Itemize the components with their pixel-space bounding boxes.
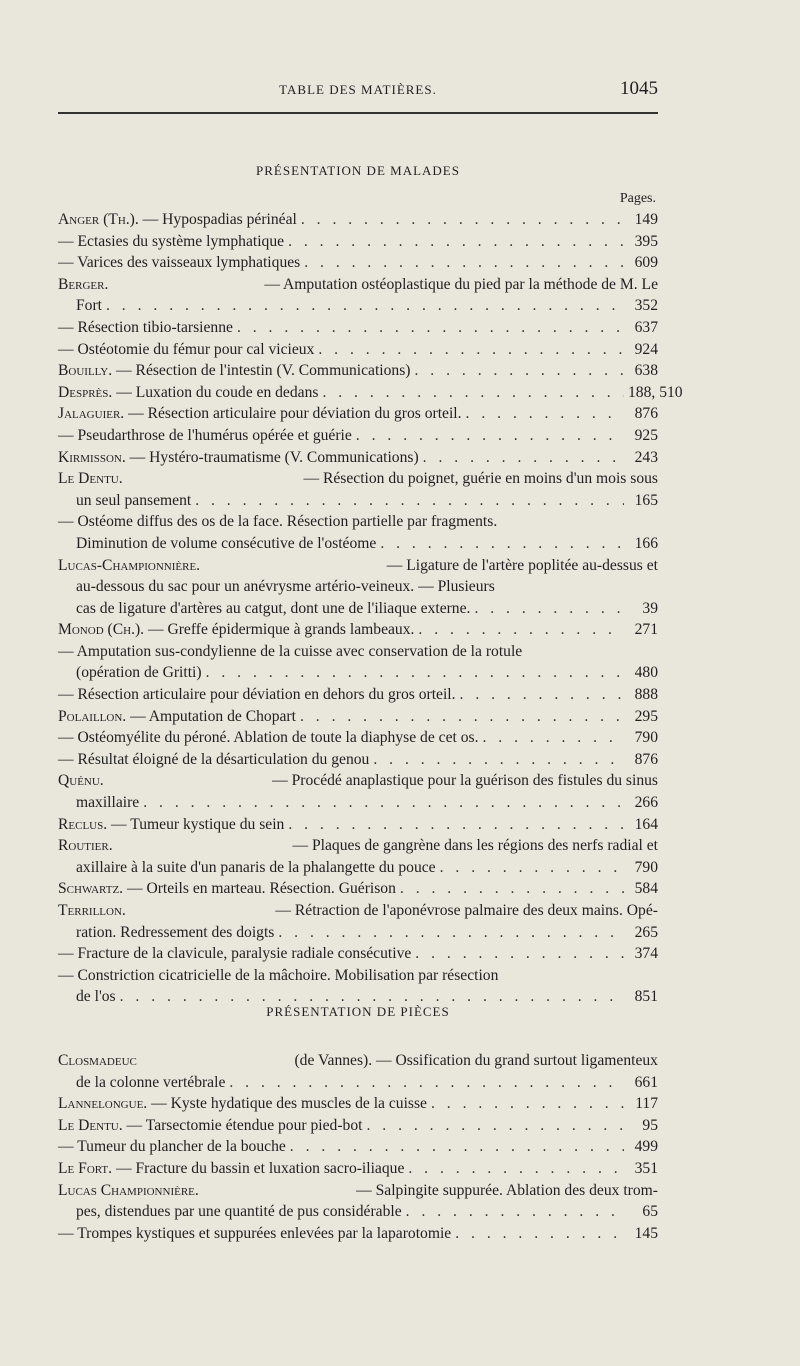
page-ref: 499 — [634, 1138, 658, 1156]
entry-text: pes, distendues par une quantité de pus considérable — [76, 1203, 402, 1221]
page-ref: 145 — [634, 1224, 658, 1242]
dot-leader — [466, 403, 624, 425]
author-name: Le Dentu. — [58, 470, 123, 488]
entry-text: — Plaques de gangrène dans les régions des nerfs radial et — [292, 837, 658, 855]
author-name: Monod (Ch.). — [58, 621, 145, 639]
dot-leader — [304, 252, 624, 274]
page-ref: 271 — [634, 621, 658, 639]
entry-line — [58, 1115, 658, 1137]
toc-entry — [58, 1115, 658, 1137]
entry-text: — Trompes kystiques et suppurées enlevées par la laparotomie — [58, 1224, 452, 1242]
entry-line — [58, 295, 658, 317]
header-rule — [58, 112, 658, 114]
toc-entry — [58, 1136, 658, 1158]
toc-entry — [58, 770, 658, 813]
entry-line — [58, 814, 658, 836]
entry-text: (opération de Gritti) — [76, 664, 202, 682]
dot-leader — [237, 317, 624, 339]
author-name: Le Fort. — [58, 1159, 113, 1177]
entry-text: — Fracture du bassin et luxation sacro-iliaque — [115, 1159, 405, 1177]
dot-leader — [206, 662, 624, 684]
dot-leader — [318, 339, 624, 361]
toc-entry — [58, 814, 658, 836]
page-ref: 584 — [634, 880, 658, 898]
entry-line — [58, 619, 658, 641]
toc-entry — [58, 317, 658, 339]
toc-entry — [58, 403, 658, 425]
entry-text: — Résection articulaire pour déviation en dehors du gros orteil. — [58, 686, 456, 704]
toc-entry — [58, 706, 658, 728]
entry-line — [58, 835, 658, 857]
toc-entry — [58, 339, 658, 361]
page-ref: 39 — [642, 599, 658, 617]
entry-line — [58, 490, 658, 512]
page-number: 1045 — [620, 78, 658, 99]
dot-leader — [400, 878, 624, 900]
dot-leader — [106, 295, 624, 317]
page-ref: 851 — [634, 988, 658, 1006]
author-name: Quénu. — [58, 772, 104, 790]
toc-entry — [58, 468, 658, 511]
entry-text: — Varices des vaisseaux lymphatiques — [58, 254, 301, 272]
toc-entry — [58, 382, 683, 404]
entry-line — [58, 1072, 658, 1094]
entry-line — [58, 511, 658, 533]
entry-line — [58, 533, 658, 555]
author-name: Anger (Th.). — [58, 211, 139, 228]
page-ref: 661 — [634, 1073, 658, 1091]
entry-line — [58, 382, 683, 404]
entry-line — [58, 447, 658, 469]
author-name: Le Dentu. — [58, 1116, 123, 1134]
entry-text: de l'os — [76, 988, 116, 1006]
dot-leader — [474, 598, 624, 620]
entry-line — [58, 317, 658, 339]
page-ref: 925 — [634, 426, 658, 444]
entry-line — [58, 641, 658, 663]
toc-entry — [58, 447, 658, 469]
page-ref: 888 — [634, 686, 658, 704]
page-ref: 243 — [634, 448, 658, 466]
entry-line — [58, 706, 658, 728]
author-name: Terrillon. — [58, 902, 126, 919]
entry-line — [58, 576, 658, 598]
entry-list — [58, 209, 683, 1008]
entry-text: — Résection articulaire pour déviation du gros orteil. — [128, 405, 462, 423]
page-ref: 790 — [634, 858, 658, 876]
entry-line — [58, 231, 658, 253]
dot-leader — [288, 814, 624, 836]
entry-text: — Résection du poignet, guérie en moins d'un mois sous — [303, 470, 658, 488]
dot-leader — [366, 1115, 624, 1137]
section-title: PRÉSENTATION DE MALADES — [256, 163, 460, 178]
entry-text: — Salpingite suppurée. Ablation des deux trom- — [356, 1181, 658, 1199]
dot-leader — [408, 1158, 624, 1180]
entry-text: — Tarsectomie étendue pour pied-bot — [126, 1116, 363, 1134]
page-ref: 351 — [634, 1159, 658, 1177]
entry-line — [58, 857, 658, 879]
entry-line — [58, 1136, 658, 1158]
dot-leader — [143, 792, 624, 814]
dot-leader — [415, 360, 625, 382]
entry-text: — Résection tibio-tarsienne — [58, 318, 233, 336]
entry-text: — Tumeur kystique du sein — [111, 815, 285, 833]
entry-text: — Amputation sus-condylienne de la cuisse avec conservation de la rotule — [58, 642, 523, 660]
page-ref: 609 — [634, 254, 658, 272]
dot-leader — [278, 922, 624, 944]
author-name: Kirmisson. — [58, 448, 126, 466]
entry-text: — Ligature de l'artère poplitée au-dessus et — [386, 556, 658, 574]
entry-text: — Orteils en marteau. Résection. Guérison — [126, 880, 396, 898]
entry-line — [58, 360, 658, 382]
entry-text: — Luxation du coude en dedans — [116, 383, 319, 401]
dot-leader — [380, 533, 624, 555]
toc-entry — [58, 1223, 658, 1245]
page-ref: 374 — [634, 945, 658, 963]
toc-entry — [58, 425, 658, 447]
entry-text: Fort — [76, 297, 102, 315]
toc-entry — [58, 900, 658, 943]
entry-line — [58, 943, 658, 965]
author-name: Closmadeuc — [58, 1052, 137, 1069]
page-ref: 480 — [634, 664, 658, 682]
toc-entry — [58, 619, 658, 641]
entry-text: — Ostéomyélite du péroné. Ablation de toute la diaphyse de cet os. — [58, 729, 479, 747]
entry-text: (de Vannes). — Ossification du grand surtout ligamenteux — [294, 1052, 658, 1069]
entry-list — [58, 1050, 658, 1244]
entry-line — [58, 468, 658, 490]
page-ref: 95 — [642, 1116, 658, 1134]
author-name: Lucas Championnière. — [58, 1181, 199, 1199]
entry-line — [58, 252, 658, 274]
toc-entry — [58, 555, 658, 620]
entry-line — [58, 1158, 658, 1180]
entry-line — [58, 425, 658, 447]
toc-entry — [58, 1158, 658, 1180]
page-ref: 637 — [634, 318, 658, 336]
author-name: Reclus. — [58, 815, 108, 833]
section-presentation-pieces — [58, 1004, 658, 1244]
dot-leader — [440, 857, 624, 879]
entry-text: — Ectasies du système lymphatique — [58, 232, 285, 250]
entry-text: Diminution de volume consécutive de l'ostéome — [76, 534, 377, 552]
toc-entry — [58, 252, 658, 274]
dot-leader — [290, 1136, 624, 1158]
entry-text: — Hypospadias périnéal — [142, 211, 297, 228]
entry-line — [58, 274, 658, 296]
entry-text: — Résection de l'intestin (V. Communications) — [116, 362, 411, 380]
page-ref: 117 — [635, 1095, 658, 1113]
entry-text: — Tumeur du plancher de la bouche — [58, 1138, 286, 1156]
page-ref: 164 — [634, 815, 658, 833]
dot-leader — [406, 1201, 624, 1223]
dot-leader — [418, 619, 624, 641]
dot-leader — [322, 382, 624, 404]
entry-text: — Rétraction de l'aponévrose palmaire des deux mains. Opé- — [275, 902, 658, 919]
running-title: TABLE DES MATIÈRES. — [279, 82, 437, 97]
page-ref: 352 — [634, 297, 658, 315]
dot-leader — [229, 1072, 624, 1094]
section-title: PRÉSENTATION DE PIÈCES — [266, 1004, 450, 1019]
entry-text: au-dessous du sac pour un anévrysme artério-veineux. — Plusieurs — [76, 578, 495, 596]
page-ref: 165 — [634, 491, 658, 509]
page-ref: 790 — [634, 729, 658, 747]
page-ref: 149 — [634, 211, 658, 228]
toc-entry — [58, 641, 658, 684]
author-name: Jalaguier. — [58, 405, 125, 423]
section-presentation-malades — [58, 163, 683, 1008]
dot-leader — [373, 749, 624, 771]
toc-entry — [58, 360, 658, 382]
entry-text: — Greffe épidermique à grands lambeaux. — [147, 621, 415, 639]
dot-leader — [301, 209, 624, 231]
page-ref: 188, 510 — [628, 383, 683, 401]
entry-line — [58, 727, 658, 749]
entry-line — [58, 403, 658, 425]
dot-leader — [423, 447, 624, 469]
entry-line — [58, 662, 658, 684]
dot-leader — [356, 425, 624, 447]
entry-text: cas de ligature d'artères au catgut, dont une de l'iliaque externe. — [76, 599, 471, 617]
page-ref: 166 — [634, 534, 658, 552]
entry-text: un seul pansement — [76, 491, 192, 509]
toc-entry — [58, 1050, 658, 1093]
entry-line — [58, 555, 658, 577]
entry-line — [58, 598, 658, 620]
author-name: Desprès. — [58, 383, 113, 401]
author-name: Routier. — [58, 837, 113, 855]
page-ref: 395 — [634, 232, 658, 250]
entry-line — [58, 792, 658, 814]
entry-line — [58, 900, 658, 922]
dot-leader — [483, 727, 625, 749]
author-name: Bouilly. — [58, 362, 113, 380]
entry-text: — Amputation ostéoplastique du pied par la méthode de M. Le — [264, 275, 658, 293]
toc-entry — [58, 274, 658, 317]
page-ref: 876 — [634, 750, 658, 768]
entry-line — [58, 1180, 658, 1202]
entry-line — [58, 684, 658, 706]
dot-leader — [195, 490, 624, 512]
entry-text: — Constriction cicatricielle de la mâchoire. Mobilisation par résection — [58, 966, 499, 984]
entry-text: ration. Redressement des doigts — [76, 923, 275, 941]
toc-entry — [58, 231, 658, 253]
author-name: Lucas-Championnière. — [58, 556, 201, 574]
toc-entry — [58, 727, 658, 749]
toc-entry — [58, 749, 658, 771]
page-ref: 265 — [634, 923, 658, 941]
entry-text: axillaire à la suite d'un panaris de la phalangette du pouce — [76, 858, 436, 876]
toc-entry — [58, 1093, 658, 1115]
dot-leader — [300, 706, 624, 728]
author-name: Berger. — [58, 275, 109, 293]
entry-line — [58, 1093, 658, 1115]
page-ref: 638 — [634, 362, 658, 380]
entry-text: — Résultat éloigné de la désarticulation du genou — [58, 750, 370, 768]
entry-text: de la colonne vertébrale — [76, 1073, 226, 1091]
entry-text: maxillaire — [76, 794, 140, 812]
toc-entry — [58, 878, 658, 900]
author-name: Lannelongue. — [58, 1095, 148, 1113]
dot-leader — [288, 231, 624, 253]
entry-text: — Ostéome diffus des os de la face. Résection partielle par fragments. — [58, 513, 498, 531]
entry-line — [58, 209, 658, 231]
entry-text: — Ostéotomie du fémur pour cal vicieux — [58, 340, 315, 358]
running-header — [58, 78, 658, 100]
toc-entry — [58, 1180, 658, 1223]
entry-line — [58, 922, 658, 944]
entry-line — [58, 965, 658, 987]
dot-leader — [460, 684, 624, 706]
toc-entry — [58, 835, 658, 878]
entry-text: — Fracture de la clavicule, paralysie radiale consécutive — [58, 945, 412, 963]
entry-text: — Procédé anaplastique pour la guérison des fistules du sinus — [272, 772, 658, 790]
toc-entry — [58, 965, 658, 1008]
entry-line — [58, 339, 658, 361]
page-ref: 295 — [634, 707, 658, 725]
page-ref: 876 — [634, 405, 658, 423]
page-ref: 65 — [642, 1203, 658, 1221]
entry-line — [58, 1201, 658, 1223]
dot-leader — [431, 1093, 624, 1115]
entry-text: — Hystéro-traumatisme (V. Communications) — [129, 448, 419, 466]
toc-entry — [58, 511, 658, 554]
toc-entry — [58, 943, 658, 965]
entry-line — [58, 1050, 658, 1072]
toc-entry — [58, 684, 658, 706]
page-ref: 924 — [634, 340, 658, 358]
page-ref: 266 — [634, 794, 658, 812]
entry-line — [58, 749, 658, 771]
toc-entry — [58, 209, 658, 231]
entry-text: — Amputation de Chopart — [130, 707, 296, 725]
entry-line — [58, 770, 658, 792]
dot-leader — [455, 1223, 624, 1245]
entry-line — [58, 1223, 658, 1245]
author-name: Schwartz. — [58, 880, 124, 898]
dot-leader — [415, 943, 624, 965]
pages-column-label: Pages. — [619, 191, 656, 206]
author-name: Polaillon. — [58, 707, 127, 725]
entry-line — [58, 878, 658, 900]
entry-text: — Pseudarthrose de l'humérus opérée et guérie — [58, 426, 352, 444]
entry-text: — Kyste hydatique des muscles de la cuisse — [151, 1095, 427, 1113]
